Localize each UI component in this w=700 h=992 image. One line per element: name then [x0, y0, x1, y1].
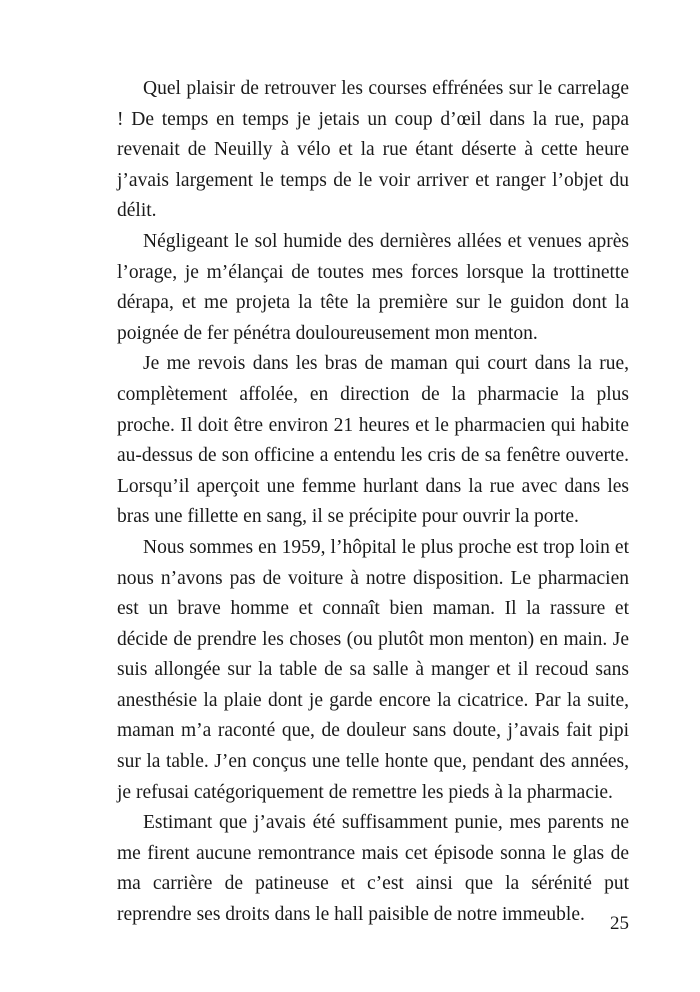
- paragraph-3: Je me revois dans les bras de maman qui court dans la rue, complètement affolée, en direction de la pharmacie la plus proche. Il doit être environ 21 heures et le pharmacien qui habite au-dessus de son officine a entendu les cris de sa fenêtre ouverte. Lorsqu’il aperçoit une femme hurlant dans la rue avec dans les bras une fillette en sang, il se précipite pour ouvrir la porte.: [117, 353, 629, 528]
- page-number: 25: [610, 913, 629, 934]
- paragraph-2: Négligeant le sol humide des dernières allées et venues après l’orage, je m’élançai de toutes mes forces lorsque la trottinette dérapa, et me projeta la tête la première sur le guidon dont la poignée de fer pénétra douloureusement mon menton.: [117, 230, 629, 344]
- paragraph-4: Nous sommes en 1959, l’hôpital le plus proche est trop loin et nous n’avons pas de voiture à notre disposition. Le pharmacien est un brave homme et connaît bien maman. Il la rassure et décide de prendre les choses (ou plutôt mon menton) en main. Je suis allongée sur la table de sa salle à manger et il recoud sans anesthésie la plaie dont je garde encore la cicatrice. Par la suite, maman m’a raconté que, de douleur sans doute, j’avais fait pipi sur la table. J’en conçus une telle honte que, pendant des années, je refusai catégoriquement de remettre les pieds à la pharmacie.: [117, 536, 629, 803]
- paragraph-5: Estimant que j’avais été suffisamment punie, mes parents ne me firent aucune remontrance mais cet épisode sonna le glas de ma carrière de patineuse et c’est ainsi que la sérénité put reprendre ses droits dans le hall paisible de notre immeuble.: [117, 812, 629, 926]
- paragraph-1: Quel plaisir de retrouver les courses effrénées sur le carrelage ! De temps en temps je jetais un coup d’œil dans la rue, papa revenait de Neuilly à vélo et la rue étant déserte à cette heure j’avais largement le temps de le voir arriver et ranger l’objet du délit.: [117, 78, 629, 222]
- body-text: [117, 74, 629, 931]
